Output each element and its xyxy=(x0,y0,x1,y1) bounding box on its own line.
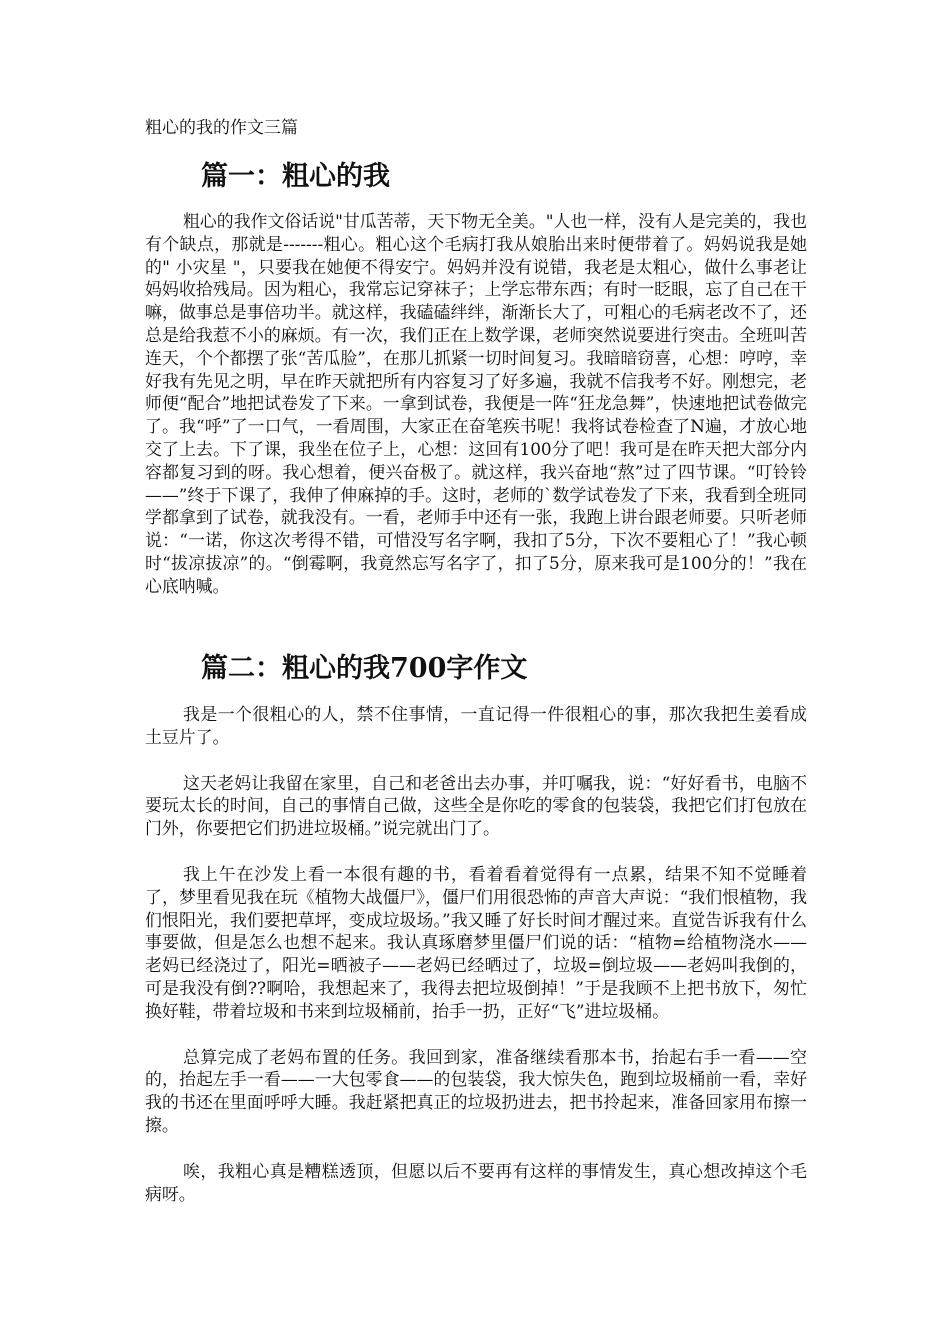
section-two-paragraph: 我上午在沙发上看一本很有趣的书，看着看着觉得有一点累，结果不知不觉睡着了，梦里看见我在玩《植物大战僵尸》，僵尸们用很恐怖的声音大声说：“我们恨植物，我们恨阳光，我们要把草坪，变成垃圾场。”我又睡了好长时间才醒过来。直觉告诉我有什么事要做，但是怎么也想不起来。我认真琢磨梦里僵尸们说的话：“植物=给植物浇水——老妈已经浇过了，阳光=晒被子——老妈已经晒过了，垃圾=倒垃圾——老妈叫我倒的，可是我没有倒??啊哈，我想起来了，我得去把垃圾倒掉！”于是我顾不上把书放下，匆忙换好鞋，带着垃圾和书来到垃圾桶前，抬手一扔，正好“飞”进垃圾桶。 xyxy=(145,863,807,1021)
document-title: 粗心的我的作文三篇 xyxy=(145,118,298,138)
section-two-paragraph: 总算完成了老妈布置的任务。我回到家，准备继续看那本书，抬起右手一看——空的，抬起左手一看——一大包零食——的包装袋，我大惊失色，跑到垃圾桶前一看，幸好我的书还在里面呼呼大睡。我赶紧把真正的垃圾扔进去，把书拎起来，准备回家用布擦一擦。 xyxy=(145,1046,807,1135)
section-one-paragraph: 粗心的我作文俗话说"甘瓜苦蒂，天下物无全美。"人也一样，没有人是完美的，我也有个缺点，那就是-------粗心。粗心这个毛病打我从娘胎出来时便带着了。妈妈说我是她的" 小灾星 "，只要我在她便不得安宁。妈妈并没有说错，我老是太粗心，做什么事老让妈妈收拾残局。因为粗心，我常忘记穿袜子；上学忘带东西；有时一眨眼，忘了自己在干嘛，做事总是事倍功半。就这样，我磕磕绊绊，渐渐长大了，可粗心的毛病老改不了，还总是给我惹不小的麻烦。有一次，我们正在上数学课，老师突然说要进行突击。全班叫苦连天，个个都摆了张“苦瓜脸”，在那儿抓紧一切时间复习。我暗暗窃喜，心想：哼哼，幸好我有先见之明，早在昨天就把所有内容复习了好多遍，我就不信我考不好。刚想完，老师便“配合”地把试卷发了下来。一拿到试卷，我便是一阵“狂龙急舞”，快速地把试卷做完了。我“呼”了一口气，一看周围，大家正在奋笔疾书呢！我将试卷检查了N遍，才放心地交了上去。下了课，我坐在位子上，心想：这回有100分了吧！我可是在昨天把大部分内容都复习到的呀。我心想着，便兴奋极了。就这样，我兴奋地“熬”过了四节课。“叮铃铃——”终于下课了，我伸了伸麻掉的手。这时，老师的`数学试卷发了下来，我看到全班同学都拿到了试卷，就我没有。一看，老师手中还有一张，我跑上讲台跟老师要。只听老师说：“一诺，你这次考得不错，可惜没写名字啊，我扣了5分，下次不要粗心了！”我心顿时“拔凉拔凉”的。“倒霉啊，我竟然忘写名字了，扣了5分，原来我可是100分的！”我在心底呐喊。 xyxy=(145,211,807,596)
section-one-heading: 篇一：粗心的我 xyxy=(201,161,390,192)
section-two-paragraph: 唉，我粗心真是糟糕透顶，但愿以后不要再有这样的事情发生，真心想改掉这个毛病呀。 xyxy=(145,1160,807,1204)
section-one xyxy=(145,160,807,598)
section-two-paragraph: 我是一个很粗心的人，禁不住事情，一直记得一件很粗心的事，那次我把生姜看成土豆片了。 xyxy=(145,704,807,747)
section-two-heading: 篇二：粗心的我700字作文 xyxy=(201,653,528,684)
section-two xyxy=(145,652,807,1205)
section-two-paragraph: 这天老妈让我留在家里，自己和老爸出去办事，并叮嘱我，说：“好好看书，电脑不要玩太长的时间，自己的事情自己做，这些全是你吃的零食的包装袋，我把它们打包放在门外，你要把它们扔进垃圾桶。”说完就出门了。 xyxy=(145,772,807,839)
